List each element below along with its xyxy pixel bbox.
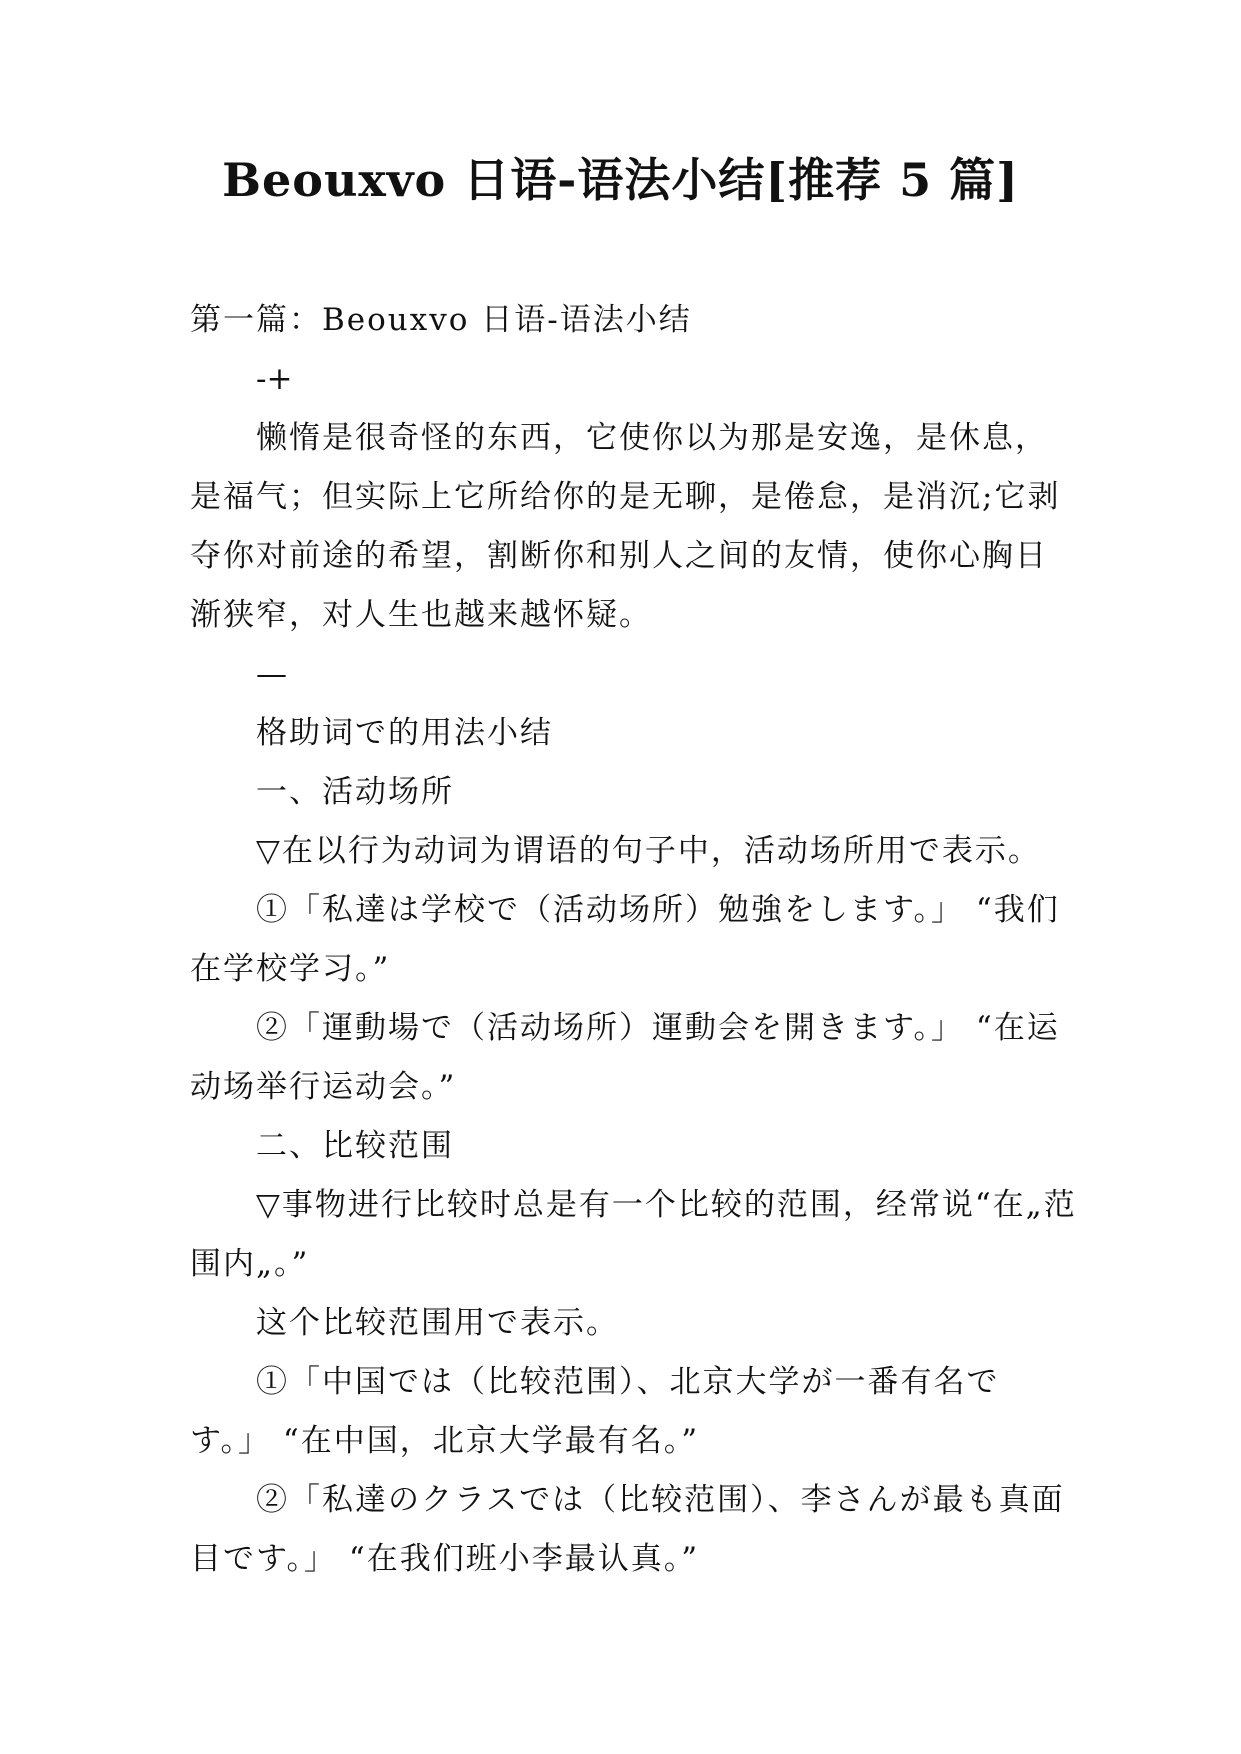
document-title: Beouxvo 日语-语法小结[推荐 5 篇] [222, 153, 1019, 207]
subheading: 格助词で的用法小结 [256, 715, 553, 751]
paragraph: 懒惰是很奇怪的东西，它使你以为那是安逸，是休息，是福气；但实际上它所给你的是无聊，是倦怠，是消沉;它剥夺你对前途的希望，割断你和别人之间的友情，使你心胸日渐狭窄，对人生也越来越怀疑。 [190, 420, 1061, 633]
example-paragraph: ②「私達のクラスでは（比较范围）、李さんが最も真面目です。」 “在我们班小李最认真。” [190, 1482, 1065, 1577]
example-paragraph: ①「私達は学校で（活动场所）勉強をします。」 “我们在学校学习。” [190, 892, 1060, 987]
example-paragraph: ①「中国では（比较范围）、北京大学が一番有名です。」 “在中国，北京大学最有名。” [190, 1364, 1000, 1459]
example-paragraph: ②「運動場で（活动场所）運動会を開きます。」 “在运动场举行运动会。” [190, 1010, 1060, 1105]
rule-paragraph: ▽事物进行比较时总是有一个比较的范围，经常说“在„范围内„。” [190, 1187, 1077, 1282]
subheading-comparison-range: 二、比较范围 [256, 1128, 454, 1164]
separator-dash: — [256, 656, 287, 692]
separator-mark: -+ [256, 361, 293, 397]
paragraph: 这个比较范围用で表示。 [256, 1305, 619, 1341]
rule-paragraph: ▽在以行为动词为谓语的句子中，活动场所用で表示。 [256, 833, 1041, 869]
section-heading: 第一篇：Beouxvo 日语-语法小结 [190, 302, 692, 338]
document-body [190, 291, 1080, 1589]
subheading-activity-place: 一、活动场所 [256, 774, 454, 810]
